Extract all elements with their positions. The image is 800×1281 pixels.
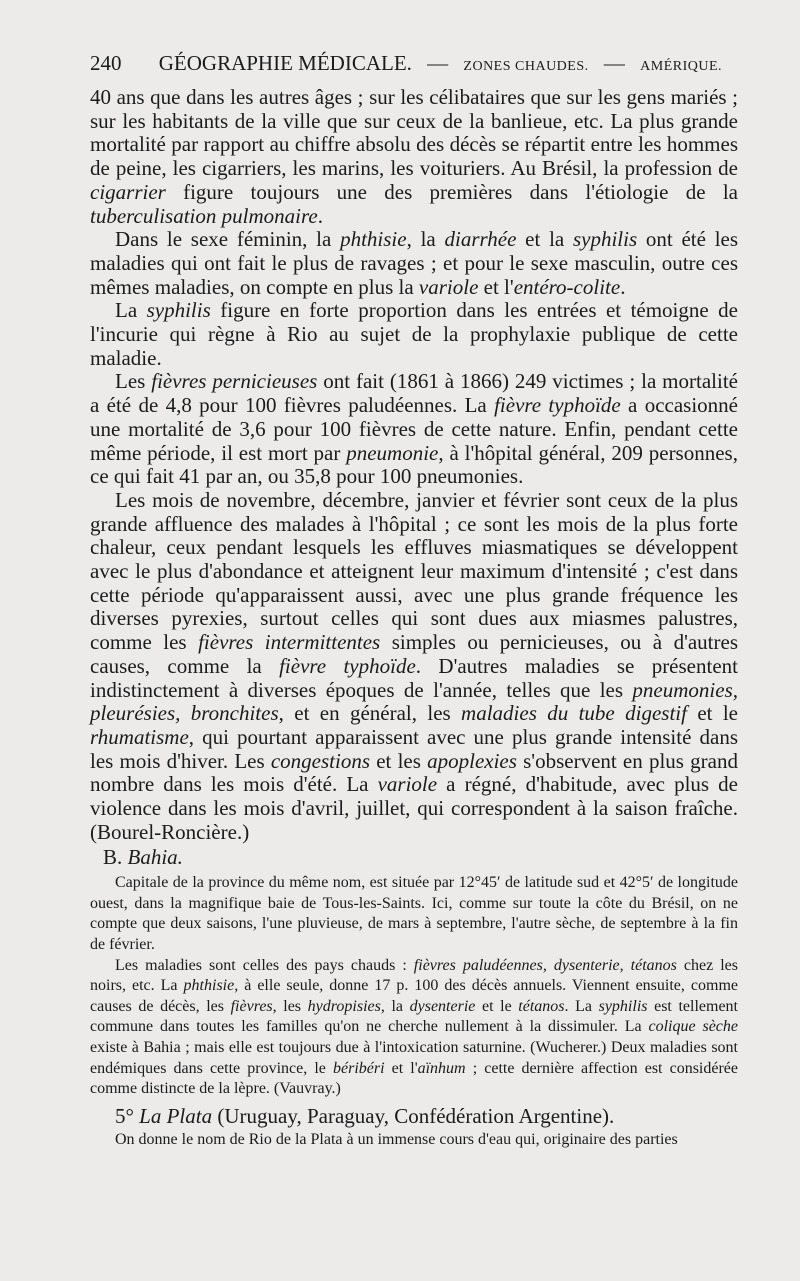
paragraph: 40 ans que dans les autres âges ; sur les célibataires que sur les gens mariés ; sur les habitants de la ville que sur ceux de la banlieue, etc. La plus grande mortalité par rapport au chiffre absolu des décès se répartit entre les hommes de peine, les cigarriers, les marins, les voituriers. Au Brésil, la profession de cigarrier figure toujours une des premières dans l'étiologie de la tuberculisation pulmonaire. — [90, 85, 738, 228]
paragraph: Les fièvres pernicieuses ont fait (1861 à 1866) 249 victimes ; la mortalité a été de 4,8 pour 100 fièvres paludéennes. La fièvre typhoïde a occasionné une mortalité de 3,6 pour 100 fièvres de cette nature. Enfin, pendant cette même période, il est mort par pneumonie, à l'hôpital général, 209 personnes, ce qui fait 41 par an, ou 35,8 pour 100 pneumonies. — [90, 369, 738, 489]
section-heading-bahia: B. Bahia. — [103, 844, 183, 869]
header-title: GÉOGRAPHIE MÉDICALE. — [158, 51, 412, 75]
paragraph: Dans le sexe féminin, la phthisie, la diarrhée et la syphilis ont été les maladies qui ont fait le plus de ravages ; et pour le sexe masculin, outre ces mêmes maladies, on compte en plus la variole et l'entéro-colite. — [90, 227, 739, 299]
paragraph: On donne le nom de Rio de la Plata à un immense cours d'eau qui, originaire des parties — [115, 1131, 678, 1149]
paragraph: Capitale de la province du même nom, est située par 12°45′ de latitude sud et 42°5′ de longitude ouest, dans la magnifique baie de Tous-les-Saints. Ici, comme sur toute la côte du Brésil, on ne compte que deux saisons, l'une pluvieuse, de mars à septembre, l'autre sèche, de septembre à la fin de février. — [90, 874, 738, 953]
small-print-block — [90, 1130, 738, 1151]
header-dash: — — [603, 51, 625, 75]
header-dash: — — [427, 51, 449, 75]
paragraph: Les mois de novembre, décembre, janvier et février sont ceux de la plus grande affluence des malades à l'hôpital ; ce sont les mois de la plus forte chaleur, ceux pendant lesquels les effluves miasmatiques se développent avec le plus d'abondance et atteignent leur maximum d'intensité ; c'est dans cette période qu'apparaissent aussi, avec une plus grande fréquence les diverses pyrexies, surtout celles qui sont dues aux miasmes palustres, comme les fièvres intermittentes simples ou pernicieuses, ou à d'autres causes, comme la fièvre typhoïde. D'autres maladies se présentent indistinctement à diverses époques de l'année, telles que les pneumonies, pleurésies, bronchites, et en général, les maladies du tube digestif et le rhumatisme, qui pourtant apparaissent avec une plus grande intensité dans les mois d'hiver. Les congestions et les apoplexies s'observent en plus grand nombre dans les mois d'été. La variole a régné, d'habitude, avec plus de violence dans les mois d'avril, juillet, qui correspondent à la saison fraîche. (Bourel-Roncière.) — [90, 487, 739, 844]
header-region: AMÉRIQUE. — [640, 59, 723, 74]
small-print-block — [90, 873, 738, 1100]
paragraph: Les maladies sont celles des pays chauds : fièvres paludéennes, dysenterie, tétanos chez les noirs, etc. La phthisie, à elle seule, donne 17 p. 100 des décès annuels. Viennent ensuite, comme causes de décès, les fièvres, les hydropisies, la dysenterie et le tétanos. La syphilis est tellement commune dans toutes les familles qu'on ne cherche nullement à la dissimuler. La colique sèche existe à Bahia ; mais elle est toujours due à l'intoxication saturnine. (Wucherer.) Deux maladies sont endémiques dans cette province, le béribéri et l'aïnhum ; cette dernière affection est considérée comme distincte de la lèpre. (Vauvray.) — [90, 956, 739, 1098]
running-header — [90, 50, 740, 80]
section-heading-la-plata: 5° La Plata (Uruguay, Paraguay, Confédération Argentine). — [115, 1103, 615, 1128]
paragraph: La syphilis figure en forte proportion dans les entrées et témoigne de l'incurie qui règne à Rio au sujet de la prophylaxie publique de cette maladie. — [90, 298, 738, 370]
page-body — [90, 86, 738, 1151]
header-zone: ZONES CHAUDES. — [463, 59, 589, 74]
page-number: 240 — [90, 51, 122, 75]
